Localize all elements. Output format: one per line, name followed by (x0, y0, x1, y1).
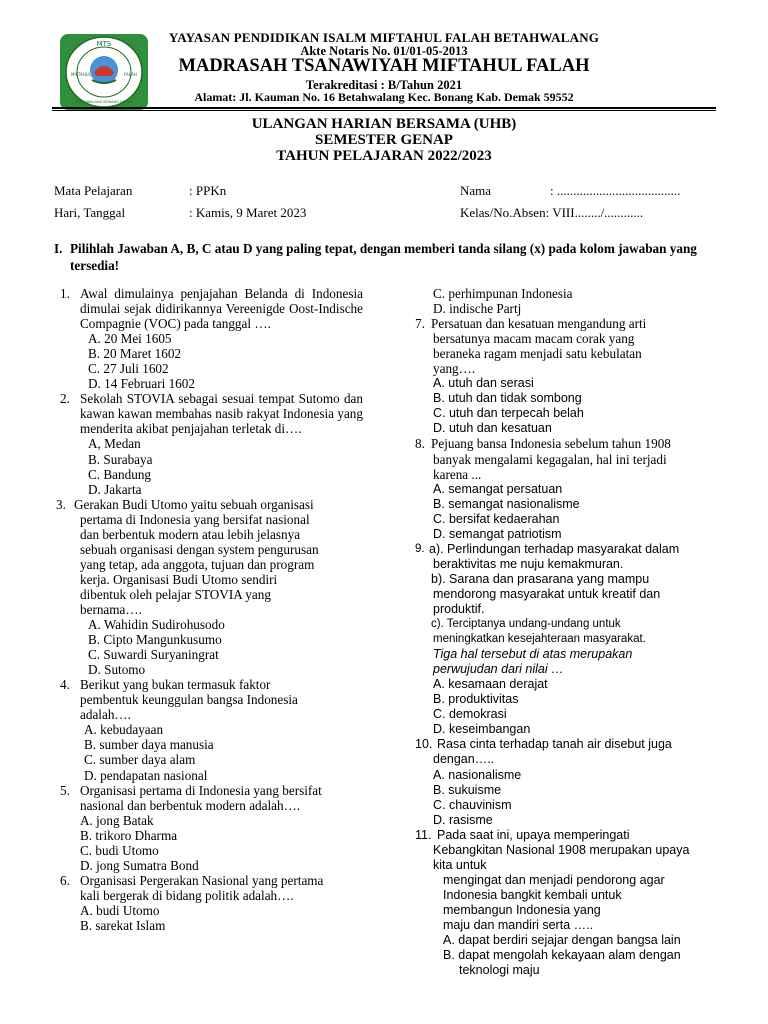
question-number: 2. (60, 391, 70, 407)
question-text-line: membangun Indonesia yang (443, 902, 601, 917)
question-text-line: Pada saat ini, upaya memperingati (437, 827, 630, 842)
question-text: Sekolah STOVIA sebagai sesuai tempat Sutomo dan kawan kawan membahas nasib rakyat Indonesia yang menderita akibat penjajahan terletak di…. (80, 391, 363, 437)
option[interactable]: D. semangat patriotism (433, 526, 562, 541)
address-line: Alamat: Jl. Kauman No. 16 Betahwalang Kec. Bonang Kab. Demak 59552 (194, 90, 574, 104)
question-number: 5. (60, 782, 70, 798)
option[interactable]: D. pendapatan nasional (84, 767, 208, 783)
date-value: : Kamis, 9 Maret 2023 (189, 205, 307, 220)
statement-c-cont: meningkatkan kesejahteraan masyarakat. (433, 633, 646, 646)
option[interactable]: A. kebudayaan (84, 722, 164, 738)
name-label: Nama (460, 183, 492, 198)
question-text-line: yang tetap, ada anggota, tujuan dan program (80, 556, 315, 572)
option[interactable]: B. 20 Maret 1602 (88, 346, 182, 362)
question-number: 8. (415, 436, 425, 452)
option[interactable]: C. bersifat kedaerahan (433, 511, 560, 526)
question-5 (60, 783, 363, 813)
question-text: Awal dimulainya penjajahan Belanda di Indonesia dimulai sejak didirikannya Vereenigde Oost-Indische Compagnie (VOC) pada tanggal …. (80, 286, 363, 332)
question-text-line: nasional dan berbentuk modern adalah…. (80, 797, 301, 813)
question-number: 4. (60, 677, 70, 693)
notary-line: Akte Notaris No. 01/01-05-2013 (300, 44, 468, 58)
foundation-name: YAYASAN PENDIDIKAN ISALM MIFTAHUL FALAH BETAHWALANG (168, 30, 600, 45)
date-label: Hari, Tanggal (54, 205, 126, 220)
question-text-line: yang…. (433, 361, 476, 377)
question-text-line: Pejuang bansa Indonesia sebelum tahun 1908 (431, 436, 671, 452)
question-9 (415, 542, 715, 677)
question-text-line: mengingat dan menjadi pendorong agar (443, 872, 665, 887)
statement-b: b). Sarana dan prasarana yang mampu (431, 571, 650, 586)
question-text-line: Persatuan dan kesatuan mengandung arti (431, 316, 647, 332)
option[interactable]: D. 14 Februari 1602 (88, 376, 195, 392)
instruction (54, 240, 724, 274)
right-column (415, 286, 715, 978)
question-text-line: kita untuk (433, 857, 487, 872)
option[interactable]: C. demokrasi (433, 707, 507, 722)
exam-year: TAHUN PELAJARAN 2022/2023 (276, 148, 492, 164)
info-left (54, 180, 306, 224)
option[interactable]: B. produktivitas (433, 692, 519, 707)
option[interactable]: B. sarekat Islam (80, 917, 166, 933)
option[interactable]: C. perhimpunan Indonesia (433, 286, 573, 301)
option[interactable]: A. jong Batak (80, 812, 154, 828)
question-prompt: Tiga hal tersebut di atas merupakan (433, 647, 633, 662)
option[interactable]: C. 27 Juli 1602 (88, 361, 169, 377)
info-right (460, 180, 680, 224)
question-number: 3. (56, 496, 66, 512)
statement-a-cont: beraktivitas me nuju kemakmuran. (433, 556, 624, 571)
question-4 (60, 677, 363, 722)
class-field[interactable]: Kelas/No.Absen: VIII......../............ (460, 205, 644, 220)
option[interactable]: D. Jakarta (88, 481, 142, 497)
question-3 (56, 496, 363, 617)
question-text-line: dan berbentuk modern atau lebih jelasnya (80, 526, 301, 542)
option[interactable]: D. rasisme (433, 812, 493, 827)
question-text-line: kali bergerak di bidang politik adalah…. (80, 887, 294, 903)
question-2 (60, 391, 363, 436)
option[interactable]: D. utuh dan kesatuan (433, 421, 552, 436)
question-number: 11. (415, 827, 432, 842)
question-text-line: dibentuk oleh pelajar STOVIA yang (80, 586, 271, 602)
logo-right-text: FALAH (124, 72, 137, 77)
question-text-line: maju dan mandiri serta ….. (443, 917, 594, 932)
option[interactable]: C. sumber daya alam (84, 752, 196, 768)
instruction-number: I. (54, 241, 63, 256)
option[interactable]: B. sukuisme (433, 782, 502, 797)
question-number: 6. (60, 872, 70, 888)
left-column (56, 286, 363, 933)
question-text-line: Kebangkitan Nasional 1908 merupakan upaya (433, 842, 690, 857)
option[interactable]: A. budi Utomo (80, 902, 160, 918)
accreditation-line: Terakreditasi : B/Tahun 2021 (305, 78, 463, 92)
question-text-line: Berikut yang bukan termasuk faktor (80, 677, 271, 693)
question-7 (415, 316, 715, 376)
question-6 (60, 873, 363, 903)
exam-title: ULANGAN HARIAN BERSAMA (UHB) (251, 116, 517, 132)
option[interactable]: A, Medan (88, 436, 141, 452)
school-logo (58, 32, 150, 112)
option[interactable]: B. sumber daya manusia (84, 737, 214, 753)
option[interactable]: C. Suwardi Suryaningrat (88, 647, 219, 663)
statement-c: c). Terciptanya undang-undang untuk (431, 618, 621, 631)
question-8 (415, 436, 715, 481)
option[interactable]: B. semangat nasionalisme (433, 496, 580, 511)
question-text-line: Organisasi pertama di Indonesia yang bersifat (80, 782, 322, 798)
question-text-line: karena ... (433, 466, 482, 482)
option[interactable]: A. nasionalisme (433, 767, 522, 782)
question-number: 10. (415, 737, 433, 752)
question-11 (415, 828, 715, 933)
logo-top-text: MTS (96, 40, 112, 48)
exam-semester: SEMESTER GENAP (315, 132, 453, 148)
question-text-line: bernama…. (80, 601, 142, 617)
option[interactable]: A. Wahidin Sudirohusodo (88, 617, 225, 633)
option[interactable]: C. utuh dan terpecah belah (433, 406, 584, 421)
question-text-line: Gerakan Budi Utomo yaitu sebuah organisasi (74, 496, 314, 512)
school-name: MADRASAH TSANAWIYAH MIFTAHUL FALAH (178, 56, 590, 76)
option[interactable]: B. Surabaya (88, 451, 153, 467)
statement-a: a). Perlindungan terhadap masyarakat dalam (429, 541, 680, 556)
question-text-line: bersatunya macam macam corak yang (433, 331, 635, 347)
option[interactable]: B. dapat mengolah kekayaan alam dengan (443, 948, 681, 963)
question-text-line: Organisasi Pergerakan Nasional yang pertama (80, 872, 324, 888)
option[interactable]: D. indische Partj (433, 301, 522, 317)
option[interactable]: D. keseimbangan (433, 722, 531, 737)
option[interactable]: B. utuh dan tidak sombong (433, 391, 582, 406)
question-text-line: dengan….. (433, 752, 495, 767)
option[interactable]: A. semangat persatuan (433, 481, 563, 496)
question-prompt: perwujudan dari nilai … (433, 662, 564, 677)
question-text-line: pertama di Indonesia yang bersifat nasional (80, 511, 310, 527)
logo-bottom-text: BETAHWALANG BONANG DEMAK (75, 100, 133, 104)
statement-b-cont: mendorong masyarakat untuk kreatif dan (433, 586, 661, 601)
question-text-line: beraneka ragam menjadi satu kebulatan (433, 346, 642, 362)
logo-left-text: MIFTAHUL (71, 72, 91, 77)
option[interactable]: A. kesamaan derajat (433, 677, 548, 692)
option[interactable]: D. jong Sumatra Bond (80, 857, 199, 873)
option[interactable]: A. 20 Mei 1605 (88, 331, 172, 347)
option[interactable]: C. budi Utomo (80, 842, 159, 858)
question-1 (60, 286, 363, 331)
subject-value: : PPKn (189, 183, 227, 198)
option[interactable]: C. Bandung (88, 466, 152, 482)
question-text-line: sebuah organisasi dengan system pengurusan (80, 541, 319, 557)
statement-b-cont: produktif. (433, 601, 485, 616)
option[interactable]: A. dapat berdiri sejajar dengan bangsa lain (443, 933, 681, 948)
question-number: 7. (415, 316, 425, 332)
option-cont: teknologi maju (459, 963, 540, 978)
question-text-line: banyak mengalami kegagalan, hal ini terjadi (433, 451, 667, 467)
header-divider (52, 107, 716, 109)
question-10 (415, 737, 715, 767)
instruction-text: Pilihlah Jawaban A, B, C atau D yang paling tepat, dengan memberi tanda silang (x) pada kolom jawaban yang tersedia! (70, 241, 697, 273)
question-text-line: Rasa cinta terhadap tanah air disebut juga (437, 737, 672, 752)
option[interactable]: D. Sutomo (88, 662, 146, 678)
question-text-line: pembentuk keunggulan bangsa Indonesia (80, 692, 298, 708)
option[interactable]: C. chauvinism (433, 797, 512, 812)
question-text-line: kerja. Organisasi Budi Utomo sendiri (80, 571, 278, 587)
name-field[interactable]: : ...................................... (550, 183, 681, 198)
option[interactable]: B. Cipto Mangunkusumo (88, 632, 222, 648)
header-divider-thin (52, 110, 716, 111)
option[interactable]: A. utuh dan serasi (433, 376, 534, 391)
question-text-line: Indonesia bangkit kembali untuk (443, 887, 622, 902)
option[interactable]: B. trikoro Dharma (80, 827, 178, 843)
question-text-line: adalah…. (80, 707, 131, 723)
subject-label: Mata Pelajaran (54, 183, 133, 198)
question-number: 9. (415, 542, 425, 555)
question-number: 1. (60, 286, 70, 301)
